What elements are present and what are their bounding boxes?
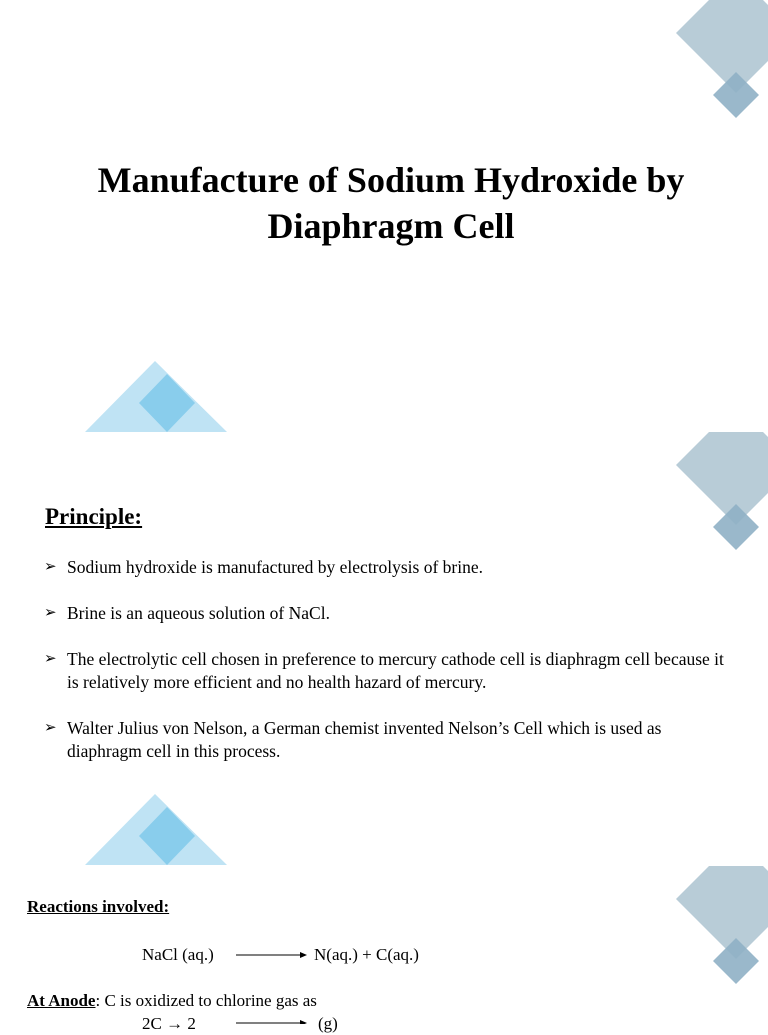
triangle-decoration-2 — [84, 793, 228, 867]
bullet-item — [44, 648, 734, 694]
anode-line — [27, 990, 317, 1012]
reaction-arrow-icon — [236, 1017, 308, 1024]
reaction-arrow-icon — [236, 949, 308, 961]
arrow-bullet-icon: ➢ — [44, 559, 57, 575]
triangle-decoration-1 — [84, 360, 228, 434]
arrow-bullet-icon: ➢ — [44, 651, 57, 667]
bullet-text: Brine is an aqueous solution of NaCl. — [67, 603, 330, 623]
bullet-text: Sodium hydroxide is manufactured by electrolysis of brine. — [67, 557, 484, 577]
arrow-bullet-icon: ➢ — [44, 605, 57, 621]
arrow-bullet-icon: ➢ — [44, 720, 57, 736]
bullet-item — [44, 602, 734, 625]
bottom-right-diamond-decoration — [676, 866, 768, 986]
bullet-text: The electrolytic cell chosen in preference to mercury cathode cell is diaphragm cell because it is relatively more efficient and no health hazard of mercury. — [67, 649, 724, 692]
bullet-item — [44, 556, 734, 579]
equation-2-left: 2C → 2 — [142, 1014, 196, 1033]
anode-text: : C is oxidized to chlorine gas as — [95, 991, 317, 1010]
reactions-heading: Reactions involved: — [27, 897, 170, 916]
equation-2-right: (g) — [318, 1014, 338, 1033]
principle-bullet-list — [44, 556, 734, 763]
equation-1-right: N(aq.) + C(aq.) — [314, 945, 419, 964]
top-right-diamond-decoration — [676, 0, 768, 120]
anode-label: At Anode — [27, 991, 96, 1010]
page-title: Manufacture of Sodium Hydroxide by Diaphragm Cell — [97, 160, 685, 246]
equation-1-left: NaCl (aq.) — [142, 945, 214, 964]
bullet-text: Walter Julius von Nelson, a German chemist invented Nelson’s Cell which is used as diaphragm cell in this process. — [67, 718, 662, 761]
bullet-item — [44, 717, 734, 763]
middle-right-diamond-decoration — [676, 432, 768, 552]
principle-heading: Principle: — [45, 504, 143, 529]
